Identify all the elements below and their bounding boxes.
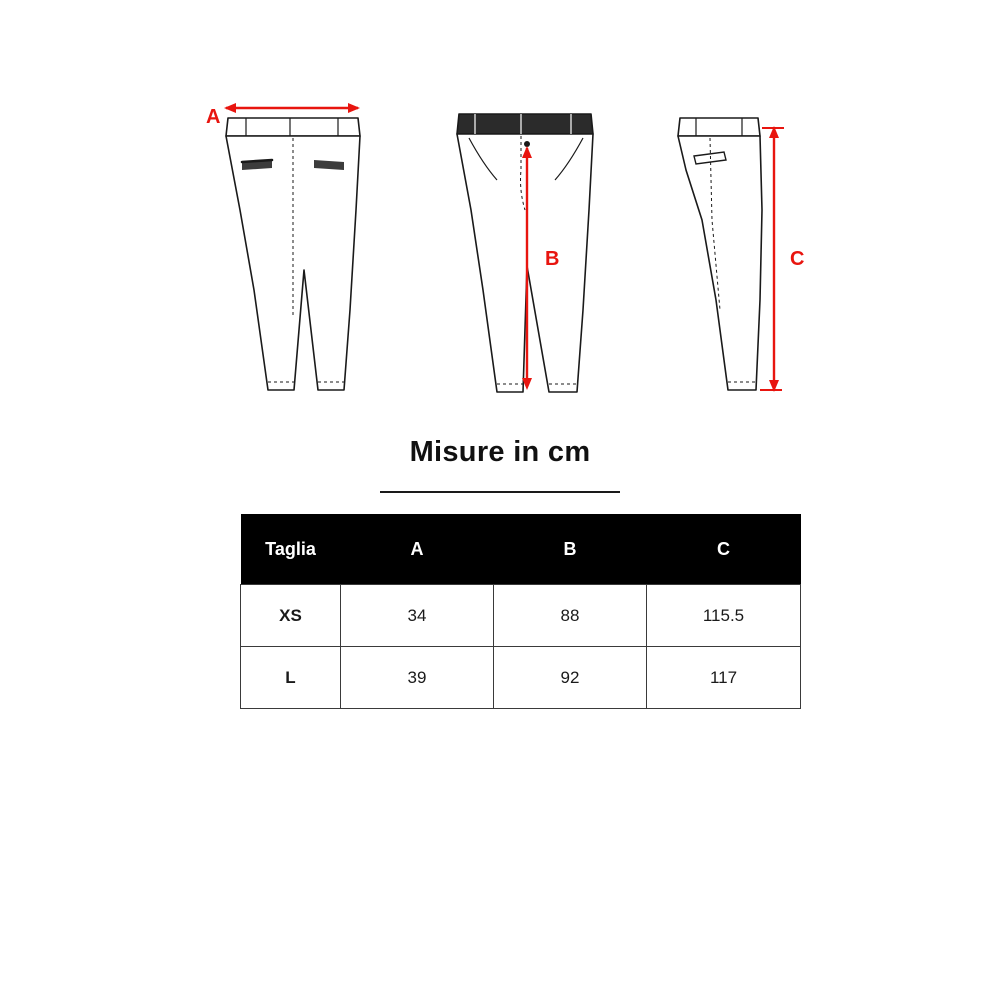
header-taglia: Taglia [241, 514, 341, 585]
cell-b: 92 [494, 647, 647, 709]
front-view-figure [180, 60, 440, 420]
side-view-figure [650, 60, 910, 420]
cell-size: XS [241, 585, 341, 647]
measure-label-a: A [206, 106, 221, 128]
table-row [241, 585, 801, 647]
page-title: Misure in cm [409, 436, 591, 468]
measure-label-b: B [545, 248, 560, 270]
table-row [241, 647, 801, 709]
size-table-head [241, 514, 801, 585]
size-table-wrapper [240, 514, 800, 709]
header-a: A [341, 514, 494, 585]
back-view-icon [415, 60, 675, 420]
measure-arrow-a-head-left [224, 103, 236, 113]
measure-label-c: C [790, 248, 805, 270]
size-table-body [241, 585, 801, 709]
cell-size: L [241, 647, 341, 709]
size-table [240, 514, 801, 709]
table-header-row [241, 514, 801, 585]
measurements-heading-block [0, 436, 1000, 493]
pants-illustrations [0, 60, 1000, 420]
cell-a: 39 [341, 647, 494, 709]
cell-a: 34 [341, 585, 494, 647]
cell-c: 117 [647, 647, 801, 709]
measure-arrow-a-head-right [348, 103, 360, 113]
back-view-figure [415, 60, 675, 420]
title-divider [380, 491, 620, 493]
header-c: C [647, 514, 801, 585]
cell-b: 88 [494, 585, 647, 647]
side-view-icon [650, 60, 910, 420]
cell-c: 115.5 [647, 585, 801, 647]
header-b: B [494, 514, 647, 585]
